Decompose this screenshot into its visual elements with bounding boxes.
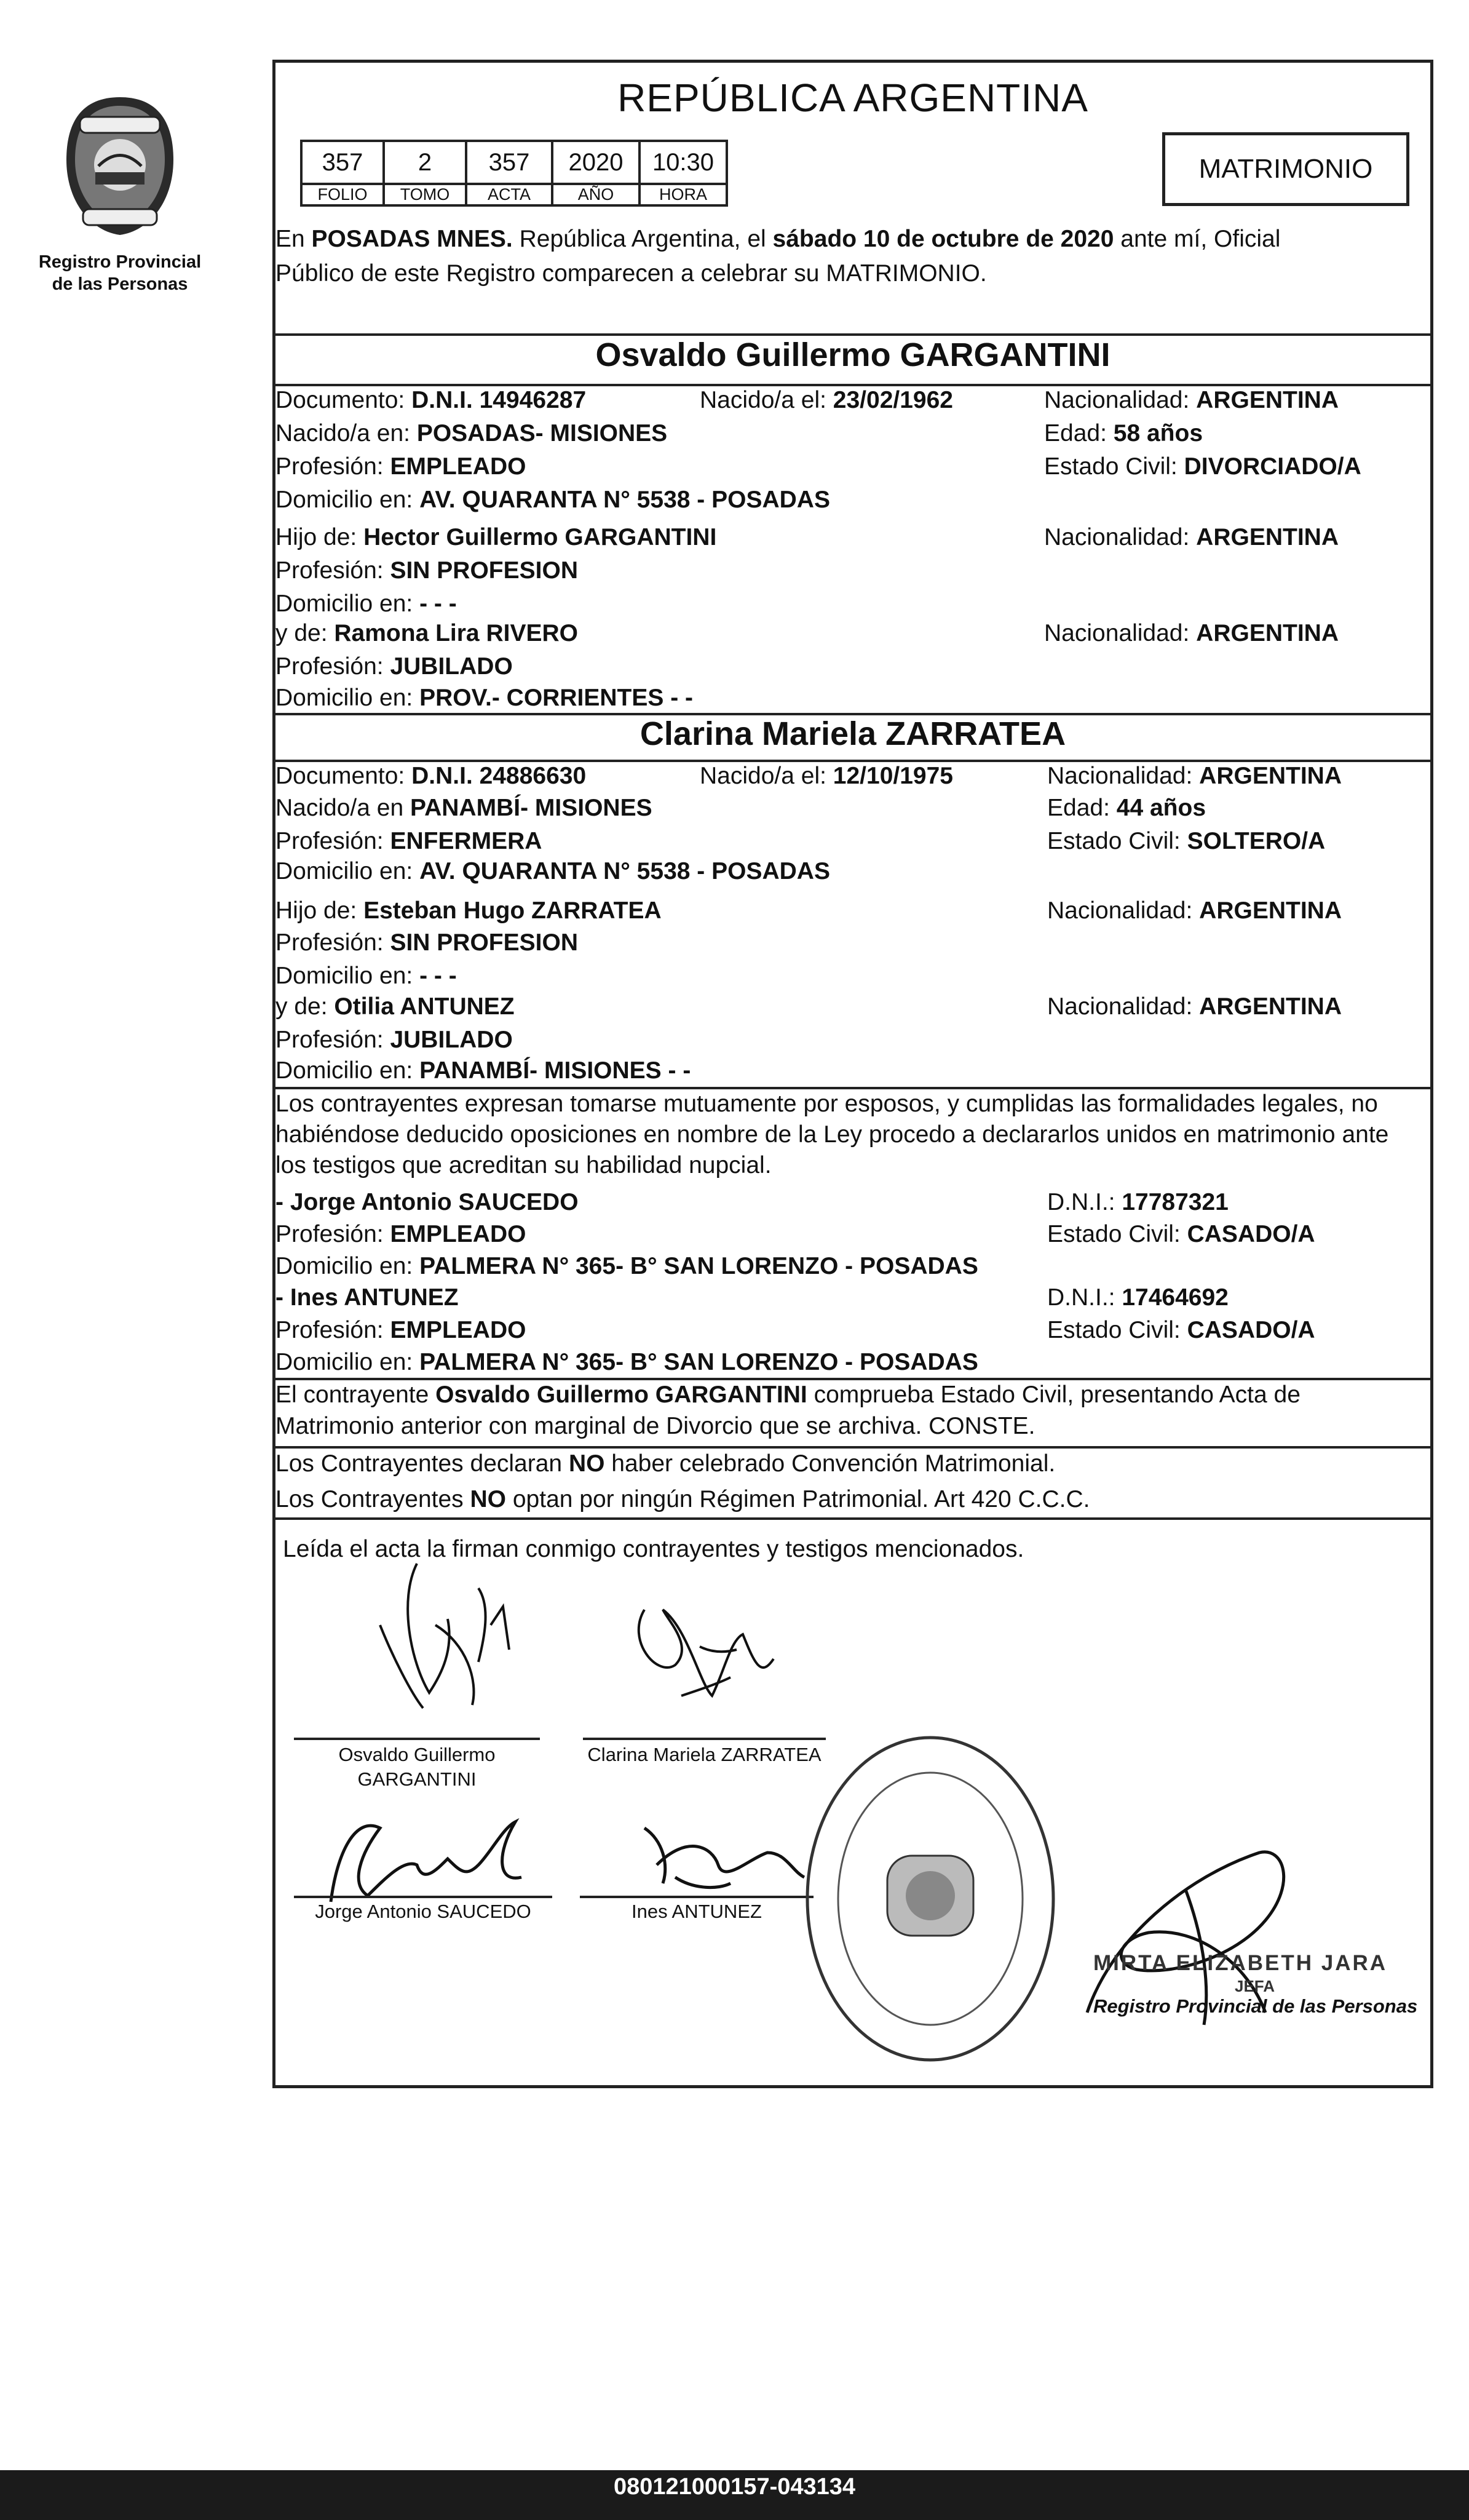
spouse1-mother-profession: Profesión: JUBILADO	[275, 653, 513, 680]
spouse1-father-address: Domicilio en: - - -	[275, 590, 457, 617]
spouse1-birthplace: Nacido/a en: POSADAS- MISIONES	[275, 420, 668, 447]
witness1-address: Domicilio en: PALMERA N° 365- B° SAN LORENZO - POSADAS	[275, 1253, 978, 1279]
signature-caption-clarina: Clarina Mariela ZARRATEA	[587, 1744, 822, 1765]
signature-caption-saucedo: Jorge Antonio SAUCEDO	[315, 1901, 531, 1922]
spouse1-mother-address: Domicilio en: PROV.- CORRIENTES - -	[275, 685, 694, 711]
logo-caption-line1: Registro Provincial	[38, 252, 202, 272]
spouse2-nationality: Nacionalidad: ARGENTINA	[1047, 763, 1342, 789]
signature-osvaldo-icon	[325, 1551, 534, 1736]
folio-label: FOLIO	[301, 184, 384, 205]
spouse1-address: Domicilio en: AV. QUARANTA N° 5538 - POSADAS	[275, 487, 830, 513]
witness2-dni: D.N.I.: 17464692	[1047, 1284, 1229, 1311]
spouse1-born-date: Nacido/a el: 23/02/1962	[700, 387, 953, 413]
witness2-civil-status: Estado Civil: CASADO/A	[1047, 1317, 1315, 1343]
tomo-value: 2	[384, 141, 466, 184]
intro-line2: Público de este Registro comparecen a celebrar su MATRIMONIO.	[275, 260, 987, 287]
logo-caption-line2: de las Personas	[52, 274, 188, 294]
spouse2-address: Domicilio en: AV. QUARANTA N° 5538 - POSADAS	[275, 858, 830, 884]
spouse2-father-profession: Profesión: SIN PROFESION	[275, 929, 578, 956]
anio-label: AÑO	[552, 184, 639, 205]
spouse1-father-nationality: Nacionalidad: ARGENTINA	[1044, 524, 1339, 551]
spouse1-mother-nationality: Nacionalidad: ARGENTINA	[1044, 620, 1339, 646]
intro-line1: En POSADAS MNES. República Argentina, el sábado 10 de octubre de 2020 ante mí, Oficial	[275, 226, 1281, 252]
declaration-line3: los testigos que acreditan su habilidad nupcial.	[275, 1152, 772, 1179]
civil-status-note-line2: Matrimonio anterior con marginal de Divorcio que se archiva. CONSTE.	[275, 1413, 1035, 1439]
declaration-line1: Los contrayentes expresan tomarse mutuamente por esposos, y cumplidas las formalidades legales, no	[275, 1091, 1378, 1117]
act-type-box: MATRIMONIO	[1162, 132, 1409, 206]
spouse1-mother: y de: Ramona Lira RIVERO	[275, 620, 578, 646]
tomo-label: TOMO	[384, 184, 466, 205]
spouse2-document: Documento: D.N.I. 24886630	[275, 763, 587, 789]
spouse1-age: Edad: 58 años	[1044, 420, 1203, 447]
signature-caption-antunez: Ines ANTUNEZ	[632, 1901, 762, 1922]
spouse1-name: Osvaldo Guillermo GARGANTINI	[595, 336, 1111, 373]
spouse1-profession: Profesión: EMPLEADO	[275, 453, 526, 480]
spouse2-mother: y de: Otilia ANTUNEZ	[275, 993, 515, 1020]
folio-value: 357	[301, 141, 384, 184]
signature-caption-osvaldo-line2: GARGANTINI	[357, 1768, 477, 1790]
witness2-name: - Ines ANTUNEZ	[275, 1284, 459, 1311]
anio-value: 2020	[552, 141, 639, 184]
spouse2-father: Hijo de: Esteban Hugo ZARRATEA	[275, 897, 662, 924]
signature-caption-osvaldo-line1: Osvaldo Guillermo	[338, 1744, 496, 1765]
spouse1-civil-status: Estado Civil: DIVORCIADO/A	[1044, 453, 1361, 480]
convention-line1: Los Contrayentes declaran NO haber celebrado Convención Matrimonial.	[275, 1450, 1056, 1477]
spouse2-father-address: Domicilio en: - - -	[275, 963, 457, 989]
spouse2-name: Clarina Mariela ZARRATEA	[639, 715, 1066, 752]
province-seal-icon	[61, 92, 178, 240]
witness1-name: - Jorge Antonio SAUCEDO	[275, 1189, 579, 1215]
official-name: MIRTA ELIZABETH JARA	[1093, 1951, 1388, 1975]
spouse2-mother-address: Domicilio en: PANAMBÍ- MISIONES - -	[275, 1057, 691, 1084]
spouse1-document: Documento: D.N.I. 14946287	[275, 387, 587, 413]
witness1-profession: Profesión: EMPLEADO	[275, 1221, 526, 1247]
witness1-dni: D.N.I.: 17787321	[1047, 1189, 1229, 1215]
marriage-certificate	[272, 60, 1433, 2088]
spouse2-father-nationality: Nacionalidad: ARGENTINA	[1047, 897, 1342, 924]
registry-logo	[37, 92, 203, 314]
official-office: Registro Provincial de las Personas	[1093, 1995, 1418, 2017]
signature-statement: Leída el acta la firman conmigo contrayentes y testigos mencionados.	[283, 1536, 1024, 1562]
official-stamp-icon	[801, 1733, 1059, 2065]
official-role: JEFA	[1235, 1977, 1275, 1995]
witness1-civil-status: Estado Civil: CASADO/A	[1047, 1221, 1315, 1247]
spouse1-father-profession: Profesión: SIN PROFESION	[275, 557, 578, 584]
page-title: REPÚBLICA ARGENTINA	[617, 76, 1088, 120]
witness2-profession: Profesión: EMPLEADO	[275, 1317, 526, 1343]
spouse1-nationality: Nacionalidad: ARGENTINA	[1044, 387, 1339, 413]
signature-antunez-icon	[620, 1810, 810, 1902]
witness2-address: Domicilio en: PALMERA N° 365- B° SAN LORENZO - POSADAS	[275, 1349, 978, 1375]
spouse2-mother-profession: Profesión: JUBILADO	[275, 1027, 513, 1053]
declaration-line2: habiéndose deducido oposiciones en nombre de la Ley procedo a declararlos unidos en matrimonio ante	[275, 1121, 1389, 1148]
document-code: 080121000157-043134	[613, 2474, 856, 2500]
hora-label: HORA	[639, 184, 727, 205]
spouse2-birthplace: Nacido/a en PANAMBÍ- MISIONES	[275, 795, 652, 821]
spouse2-born-date: Nacido/a el: 12/10/1975	[700, 763, 953, 789]
hora-value: 10:30	[639, 141, 727, 184]
acta-value: 357	[466, 141, 552, 184]
acta-label: ACTA	[466, 184, 552, 205]
spouse1-father: Hijo de: Hector Guillermo GARGANTINI	[275, 524, 717, 551]
signature-clarina-icon	[608, 1573, 798, 1733]
spouse2-age: Edad: 44 años	[1047, 795, 1206, 821]
registry-table	[300, 140, 728, 207]
civil-status-note-line1: El contrayente Osvaldo Guillermo GARGANTINI comprueba Estado Civil, presentando Acta de	[275, 1381, 1301, 1408]
spouse2-civil-status: Estado Civil: SOLTERO/A	[1047, 828, 1326, 854]
spouse2-profession: Profesión: ENFERMERA	[275, 828, 542, 854]
convention-line2: Los Contrayentes NO optan por ningún Régimen Patrimonial. Art 420 C.C.C.	[275, 1486, 1090, 1512]
spouse2-mother-nationality: Nacionalidad: ARGENTINA	[1047, 993, 1342, 1020]
